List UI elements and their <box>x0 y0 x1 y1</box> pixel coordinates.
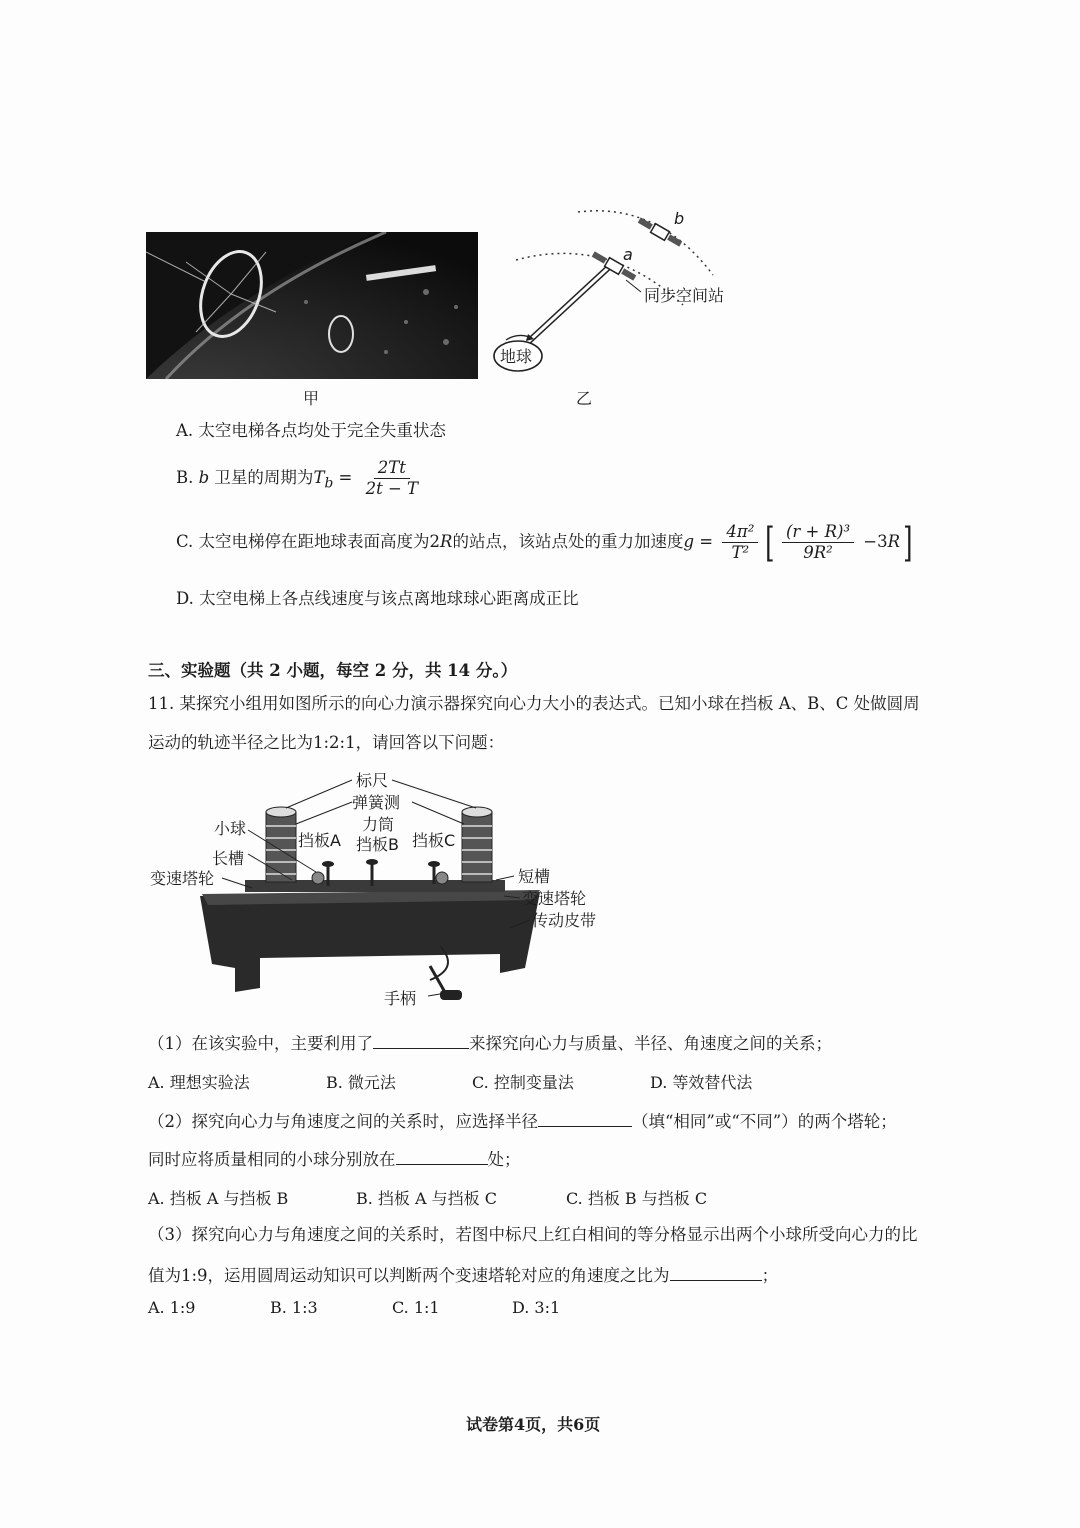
synchronous-station-diagram <box>488 200 748 410</box>
page-footer: 试卷第4页，共6页 <box>466 1415 601 1434</box>
station-label: 同步空间站 <box>644 286 725 305</box>
spring-cylinder-right <box>462 807 492 882</box>
period-fraction: $\frac{2Tt}{2t - T}$ <box>365 458 419 498</box>
sat-b-label: b <box>674 209 685 228</box>
label-changcao: 长槽 <box>212 849 245 868</box>
sub1-option-a[interactable]: A. 理想实验法 <box>148 1073 250 1092</box>
sub3-option-d[interactable]: D. 3:1 <box>512 1298 561 1317</box>
option-d: D. 太空电梯上各点线速度与该点离地球球心距离成正比 <box>176 589 579 608</box>
sub3-option-c[interactable]: C. 1:1 <box>392 1298 440 1317</box>
label-biansu-left: 变速塔轮 <box>150 869 215 888</box>
small-ball-icon <box>312 872 324 884</box>
space-elevator-photo <box>146 232 478 379</box>
label-dangban-a: 挡板A <box>298 831 341 850</box>
figure-label-yi: 乙 <box>576 389 593 408</box>
sub3-blank[interactable] <box>670 1262 762 1281</box>
label-chuandong: 传动皮带 <box>532 911 597 930</box>
sub1-option-b[interactable]: B. 微元法 <box>326 1073 396 1092</box>
earth-night-image <box>146 232 478 379</box>
label-biansu-right: 变速塔轮 <box>522 889 587 908</box>
sub3-option-a[interactable]: A. 1:9 <box>148 1298 196 1317</box>
sub1-blank[interactable] <box>373 1030 469 1049</box>
label-duancao: 短槽 <box>518 867 551 886</box>
sat-a-label: a <box>623 245 633 264</box>
section-heading: 三、实验题（共 2 小题，每空 2 分，共 14 分。） <box>148 661 518 680</box>
label-xiaoqiu: 小球 <box>214 819 247 838</box>
label-tanhuang: 弹簧测 <box>352 793 401 812</box>
q11-line1: 11. 某探究小组用如图所示的向心力演示器探究向心力大小的表达式。已知小球在挡板 A、B、C 处做圆周 <box>148 694 920 713</box>
sub2-stem-line1: （2）探究向心力与角速度之间的关系时，应选择半径 （填“相同”或“不同”）的两个塔轮； <box>148 1108 897 1133</box>
option-b: B. b 卫星的周期为$T_b$ = $\frac{2Tt}{2t - T}$ <box>176 456 426 505</box>
q11-line2: 运动的轨迹半径之比为1:2:1，请回答以下问题： <box>148 733 505 752</box>
label-shoubing: 手柄 <box>384 989 417 1008</box>
label-dangban-b: 挡板B <box>356 835 399 854</box>
g-fraction-1: $\frac{\text{4π²}}{\text{T²}}$ <box>722 522 758 563</box>
figure-label-jia: 甲 <box>303 389 320 408</box>
sub3-option-b[interactable]: B. 1:3 <box>270 1298 318 1317</box>
sub2-blank-1[interactable] <box>538 1108 632 1127</box>
label-litong: 力筒 <box>362 815 395 834</box>
sub1-stem: （1）在该实验中，主要利用了 来探究向心力与质量、半径、角速度之间的关系； <box>148 1030 832 1055</box>
g-fraction-2: $\frac{\text{(r + R)³}}{\text{9R²}}$ <box>782 522 854 563</box>
sub1-option-c[interactable]: C. 控制变量法 <box>472 1073 574 1092</box>
sub2-blank-2[interactable] <box>396 1146 488 1165</box>
label-biaochi: 标尺 <box>356 771 389 790</box>
option-c: C. 太空电梯停在距地球表面高度为2R的站点，该站点处的重力加速度g = $\frac{\text{4π²}}{\text{T²}}$ [ $\frac{\text{(r + R)³}}{\text{9R²}}$ −3R] <box>176 519 913 566</box>
sub2-option-c[interactable]: C. 挡板 B 与挡板 C <box>566 1189 708 1208</box>
sub2-stem-line2: 同时应将质量相同的小球分别放在 处； <box>148 1146 521 1171</box>
label-dangban-c: 挡板C <box>412 831 456 850</box>
sub3-stem-line1: （3）探究向心力与角速度之间的关系时，若图中标尺上红白相间的等分格显示出两个小球所受向心力的比 <box>148 1225 918 1244</box>
sub2-option-b[interactable]: B. 挡板 A 与挡板 C <box>356 1189 497 1208</box>
spring-cylinder-left <box>266 807 296 882</box>
centripetal-force-apparatus <box>140 768 640 1018</box>
sub1-option-d[interactable]: D. 等效替代法 <box>650 1073 753 1092</box>
apparatus-base <box>200 892 540 992</box>
sub3-stem-line2: 值为1:9，运用圆周运动知识可以判断两个变速塔轮对应的角速度之比为 ； <box>148 1262 778 1287</box>
option-a: A. 太空电梯各点均处于完全失重状态 <box>176 421 446 440</box>
earth-label: 地球 <box>500 347 533 366</box>
sub2-option-a[interactable]: A. 挡板 A 与挡板 B <box>148 1189 289 1208</box>
